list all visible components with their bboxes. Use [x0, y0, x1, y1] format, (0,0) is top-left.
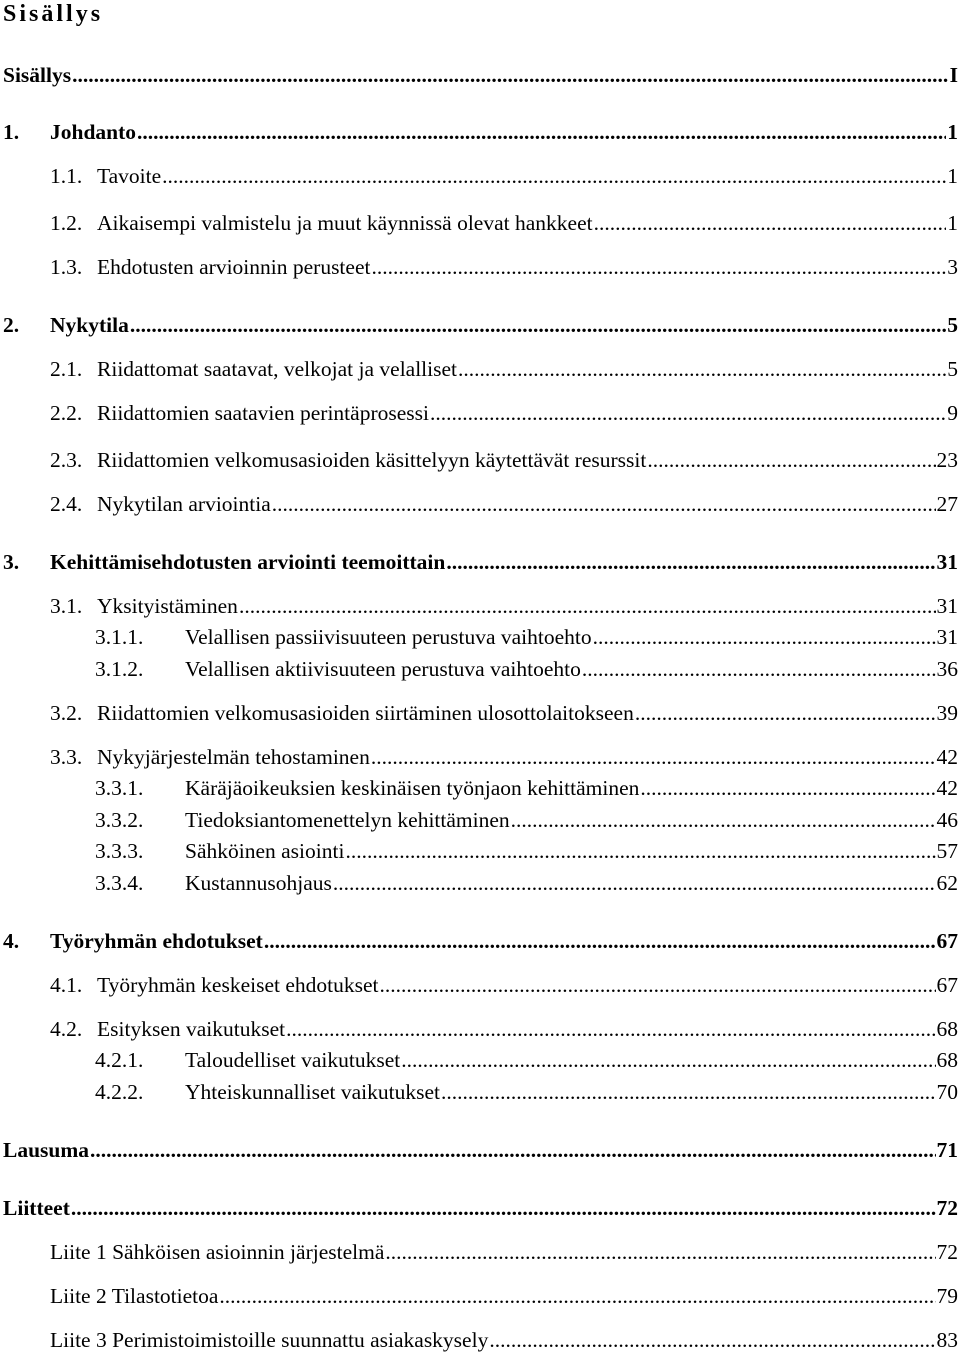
dot-leader: [380, 972, 936, 998]
toc-entry-page-number: 3: [947, 255, 958, 279]
dot-leader: [593, 624, 936, 650]
toc-entry-page-number: 71: [936, 1138, 958, 1162]
dot-leader: [162, 163, 946, 189]
toc-entry[interactable]: [50, 1281, 958, 1309]
toc-entry-title: Liite 3 Perimistoimistoille suunnattu asiakaskysely: [50, 1328, 489, 1352]
toc-entry[interactable]: [3, 60, 958, 88]
dot-leader: [71, 1195, 936, 1221]
dot-leader: [286, 1016, 935, 1042]
toc-entry-page-number: 46: [936, 808, 958, 832]
toc-entry[interactable]: [3, 547, 958, 575]
toc-entry[interactable]: [50, 489, 958, 517]
toc-entry[interactable]: [95, 654, 958, 682]
toc-entry-number: 1.3.: [50, 255, 83, 279]
toc-entry[interactable]: [50, 591, 958, 619]
toc-entry[interactable]: [3, 926, 958, 954]
toc-entry[interactable]: [3, 1135, 958, 1163]
dot-leader: [647, 447, 935, 473]
dot-leader: [264, 928, 936, 954]
dot-leader: [239, 593, 936, 619]
toc-entry-number: 3.: [3, 550, 20, 574]
toc-entry-title: Velallisen aktiivisuuteen perustuva vaihtoehto: [185, 657, 581, 681]
toc-entry-title: Nykyjärjestelmän tehostaminen: [97, 745, 370, 769]
toc-entry-title: Käräjäoikeuksien keskinäisen työnjaon kehittäminen: [185, 776, 640, 800]
toc-entry-title: Riidattomien velkomusasioiden siirtäminen ulosottolaitokseen: [97, 701, 634, 725]
dot-leader: [72, 62, 949, 88]
toc-entry-number: 3.3.: [50, 745, 83, 769]
toc-entry-title: Taloudelliset vaikutukset: [185, 1048, 401, 1072]
dot-leader: [130, 312, 946, 338]
toc-entry-title: Työryhmän keskeiset ehdotukset: [97, 973, 379, 997]
toc-entry-page-number: 68: [936, 1048, 958, 1072]
toc-entry-page-number: 1: [947, 164, 958, 188]
dot-leader: [385, 1239, 935, 1265]
toc-entry[interactable]: [50, 208, 958, 236]
dot-leader: [582, 656, 936, 682]
toc-entry[interactable]: [3, 117, 958, 145]
toc-entry-number: 3.1.: [50, 594, 83, 618]
toc-entry[interactable]: [50, 398, 958, 426]
dot-leader: [272, 491, 936, 517]
toc-entry-title: Tavoite: [97, 164, 162, 188]
toc-entry-number: 4.2.1.: [95, 1048, 144, 1072]
toc-entry[interactable]: [50, 698, 958, 726]
dot-leader: [430, 400, 946, 426]
toc-entry[interactable]: [95, 1077, 958, 1105]
dot-leader: [635, 700, 936, 726]
toc-entry-title: Riidattomien velkomusasioiden käsittelyyn käytettävät resurssit: [97, 448, 647, 472]
toc-entry-title: Kehittämisehdotusten arviointi teemoittain: [50, 550, 446, 574]
toc-entry-number: 3.3.4.: [95, 871, 144, 895]
toc-entry-number: 4.2.: [50, 1017, 83, 1041]
toc-entry[interactable]: [50, 161, 958, 189]
toc-entry[interactable]: [50, 742, 958, 770]
toc-entry-page-number: 70: [936, 1080, 958, 1104]
toc-entry[interactable]: [95, 836, 958, 864]
toc-entry[interactable]: [50, 354, 958, 382]
dot-leader: [90, 1137, 935, 1163]
toc-entry-page-number: 27: [936, 492, 958, 516]
toc-entry-title: Sähköinen asiointi: [185, 839, 345, 863]
toc-entry-page-number: 5: [947, 313, 958, 337]
toc-entry-page-number: 67: [936, 929, 958, 953]
toc-entry-page-number: 67: [936, 973, 958, 997]
toc-entry-page-number: 83: [936, 1328, 958, 1352]
toc-entry-number: 4.2.2.: [95, 1080, 144, 1104]
toc-entry-page-number: 31: [936, 594, 958, 618]
toc-entry-number: 1.2.: [50, 211, 83, 235]
dot-leader: [219, 1283, 935, 1309]
toc-entry-number: 3.2.: [50, 701, 83, 725]
toc-entry-title: Nykytila: [50, 313, 129, 337]
toc-entry-number: 3.1.2.: [95, 657, 144, 681]
toc-entry-title: Liite 2 Tilastotietoa: [50, 1284, 219, 1308]
dot-leader: [458, 356, 946, 382]
toc-entry-number: 3.1.1.: [95, 625, 144, 649]
toc-heading: Sisällys: [3, 1, 104, 27]
toc-entry-title: Lausuma: [3, 1138, 90, 1162]
toc-entry-page-number: 42: [936, 776, 958, 800]
toc-entry-page-number: 31: [936, 625, 958, 649]
toc-entry-title: Nykytilan arviointia: [97, 492, 271, 516]
toc-entry[interactable]: [95, 805, 958, 833]
toc-entry-number: 3.3.1.: [95, 776, 144, 800]
dot-leader: [594, 210, 947, 236]
toc-entry-number: 4.: [3, 929, 20, 953]
toc-entry-page-number: 57: [936, 839, 958, 863]
dot-leader: [511, 807, 936, 833]
toc-entry-title: Sisällys: [3, 63, 72, 87]
toc-entry-number: 2.3.: [50, 448, 83, 472]
dot-leader: [489, 1327, 935, 1353]
toc-entry-number: 4.1.: [50, 973, 83, 997]
toc-entry[interactable]: [50, 1014, 958, 1042]
toc-entry-title: Kustannusohjaus: [185, 871, 332, 895]
toc-entry[interactable]: [95, 773, 958, 801]
toc-entry-page-number: 39: [936, 701, 958, 725]
toc-entry-page-number: 1: [947, 120, 958, 144]
toc-entry-number: 1.1.: [50, 164, 83, 188]
toc-entry-title: Aikaisempi valmistelu ja muut käynnissä olevat hankkeet: [97, 211, 593, 235]
dot-leader: [446, 549, 935, 575]
toc-entry-title: Tiedoksiantomenettelyn kehittäminen: [185, 808, 510, 832]
toc-entry-title: Yhteiskunnalliset vaikutukset: [185, 1080, 440, 1104]
toc-entry-number: 2.2.: [50, 401, 83, 425]
toc-entry-title: Riidattomien saatavien perintäprosessi: [97, 401, 429, 425]
toc-entry-title: Työryhmän ehdotukset: [50, 929, 263, 953]
dot-leader: [137, 119, 946, 145]
toc-entry-number: 2.4.: [50, 492, 83, 516]
toc-entry-title: Yksityistäminen: [97, 594, 238, 618]
toc-entry-page-number: 42: [936, 745, 958, 769]
toc-entry-number: 1.: [3, 120, 20, 144]
toc-entry[interactable]: [50, 1325, 958, 1353]
toc-entry-page-number: 1: [947, 211, 958, 235]
toc-entry[interactable]: [95, 622, 958, 650]
toc-entry-title: Velallisen passiivisuuteen perustuva vaihtoehto: [185, 625, 592, 649]
toc-entry-number: 2.1.: [50, 357, 83, 381]
toc-entry-page-number: 5: [947, 357, 958, 381]
toc-entry[interactable]: [95, 868, 958, 896]
toc-entry[interactable]: [50, 445, 958, 473]
dot-leader: [345, 838, 935, 864]
dot-leader: [371, 254, 946, 280]
toc-entry-page-number: 72: [936, 1196, 958, 1220]
toc-entry[interactable]: [3, 1193, 958, 1221]
toc-entry[interactable]: [50, 1237, 958, 1265]
toc-entry-page-number: 31: [936, 550, 958, 574]
toc-entry-title: Riidattomat saatavat, velkojat ja velalliset: [97, 357, 458, 381]
toc-entry-page-number: 79: [936, 1284, 958, 1308]
toc-entry-page-number: 23: [936, 448, 958, 472]
toc-entry-page-number: 68: [936, 1017, 958, 1041]
toc-entry-title: Liite 1 Sähköisen asioinnin järjestelmä: [50, 1240, 385, 1264]
toc-entry-title: Liitteet: [3, 1196, 70, 1220]
dot-leader: [333, 870, 936, 896]
dot-leader: [401, 1047, 935, 1073]
toc-entry[interactable]: [3, 310, 958, 338]
toc-entry[interactable]: [50, 252, 958, 280]
toc-entry-page-number: 9: [947, 401, 958, 425]
toc-entry-title: Johdanto: [50, 120, 137, 144]
toc-entry-title: Esityksen vaikutukset: [97, 1017, 286, 1041]
dot-leader: [371, 744, 936, 770]
toc-entry-number: 3.3.3.: [95, 839, 144, 863]
toc-entry-page-number: 72: [936, 1240, 958, 1264]
toc-entry-number: 2.: [3, 313, 20, 337]
toc-entry-page-number: I: [949, 63, 958, 87]
toc-entry-title: Ehdotusten arvioinnin perusteet: [97, 255, 371, 279]
dot-leader: [640, 775, 935, 801]
toc-entry[interactable]: [50, 970, 958, 998]
toc-entry-number: 3.3.2.: [95, 808, 144, 832]
dot-leader: [441, 1079, 936, 1105]
toc-entry-page-number: 36: [936, 657, 958, 681]
toc-entry-page-number: 62: [936, 871, 958, 895]
toc-entry[interactable]: [95, 1045, 958, 1073]
